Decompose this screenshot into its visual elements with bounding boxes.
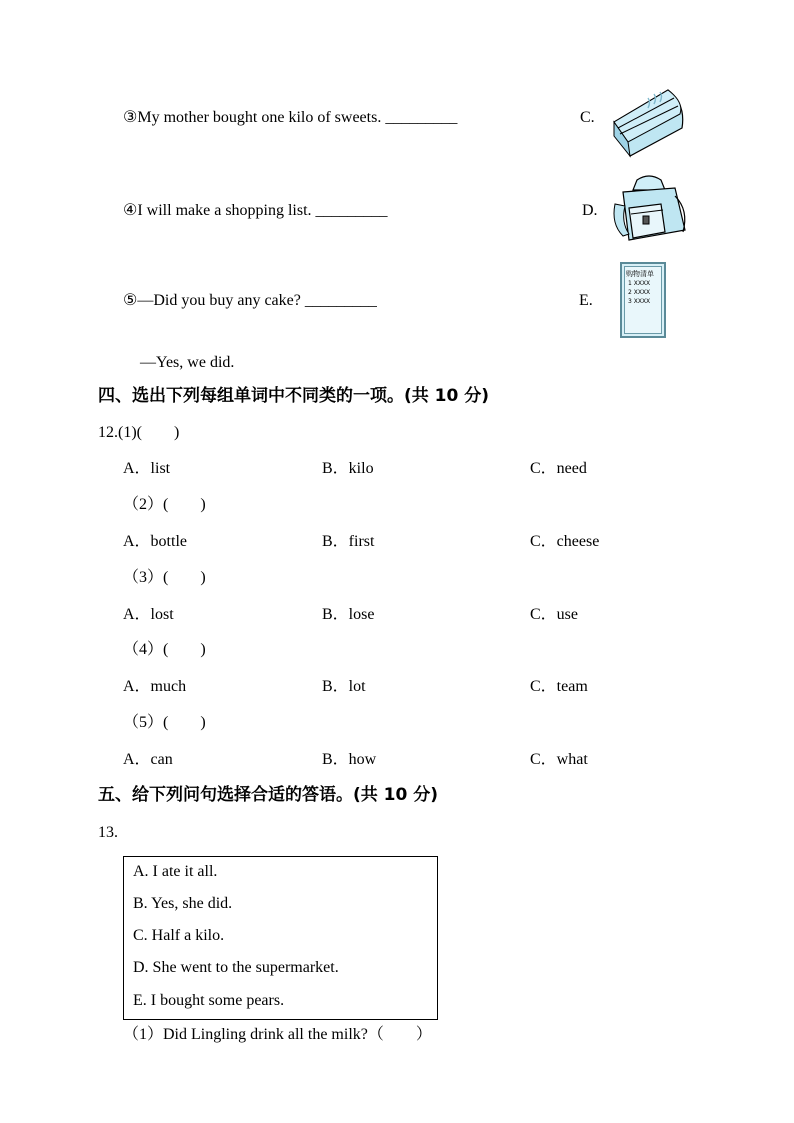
matching-item-4: ④I will make a shopping list. _________ xyxy=(123,202,388,219)
q12-1-option-a: A．list xyxy=(123,460,171,477)
q12-4-option-a: A．much xyxy=(123,678,187,695)
q12-5-option-a: A．can xyxy=(123,751,173,768)
q12-3-option-c: C．use xyxy=(530,606,579,623)
reply-text: —Yes, we did. xyxy=(140,354,235,371)
option-letter-d: D. xyxy=(582,202,598,219)
question-13-number: 13. xyxy=(98,824,118,841)
matching-item-3: ③My mother bought one kilo of sweets. _________ xyxy=(123,109,458,126)
option-letter-e: E. xyxy=(579,292,593,309)
q12-5-option-c: C．what xyxy=(530,751,588,768)
question-12-number: 12.(1)( ) xyxy=(98,424,180,441)
shopping-list-line-3: 3 XXXX xyxy=(628,298,651,305)
q12-5-label: （5）( ) xyxy=(123,714,206,731)
q12-3-label: （3）( ) xyxy=(123,569,206,586)
cake-slice-icon xyxy=(610,82,690,162)
q12-2-option-c: C．cheese xyxy=(530,533,600,550)
shopping-list-line-2: 2 XXXX xyxy=(628,289,651,296)
section-4-heading: 四、选出下列每组单词中不同类的一项。(共 10 分) xyxy=(98,386,490,406)
shopping-list-title: 购物清单 xyxy=(626,270,654,278)
q12-4-option-c: C．team xyxy=(530,678,588,695)
shopping-list-line-1: 1 XXXX xyxy=(628,280,651,287)
q12-4-option-b: B．lot xyxy=(322,678,366,695)
q13-1-question: （1）Did Lingling drink all the milk?（ ） xyxy=(123,1026,432,1043)
answer-option-a: A. I ate it all. xyxy=(133,863,218,880)
q12-4-label: （4）( ) xyxy=(123,641,206,658)
q12-1-option-c: C．need xyxy=(530,460,587,477)
answer-option-c: C. Half a kilo. xyxy=(133,927,225,944)
matching-item-5: ⑤—Did you buy any cake? _________ xyxy=(123,292,377,309)
shopping-list-icon xyxy=(620,262,666,338)
answer-option-b: B. Yes, she did. xyxy=(133,895,233,912)
section-5-heading: 五、给下列问句选择合适的答语。(共 10 分) xyxy=(98,785,439,805)
option-letter-c: C. xyxy=(580,109,595,126)
q12-2-label: （2）( ) xyxy=(123,496,206,513)
q12-2-option-b: B．first xyxy=(322,533,375,550)
q12-1-option-b: B．kilo xyxy=(322,460,374,477)
q12-3-option-b: B．lose xyxy=(322,606,375,623)
answer-option-d: D. She went to the supermarket. xyxy=(133,959,339,976)
backpack-icon xyxy=(609,174,691,246)
answer-option-e: E. I bought some pears. xyxy=(133,992,285,1009)
q12-5-option-b: B．how xyxy=(322,751,377,768)
q12-3-option-a: A．lost xyxy=(123,606,174,623)
q12-2-option-a: A．bottle xyxy=(123,533,187,550)
answer-options-box xyxy=(123,856,438,1020)
